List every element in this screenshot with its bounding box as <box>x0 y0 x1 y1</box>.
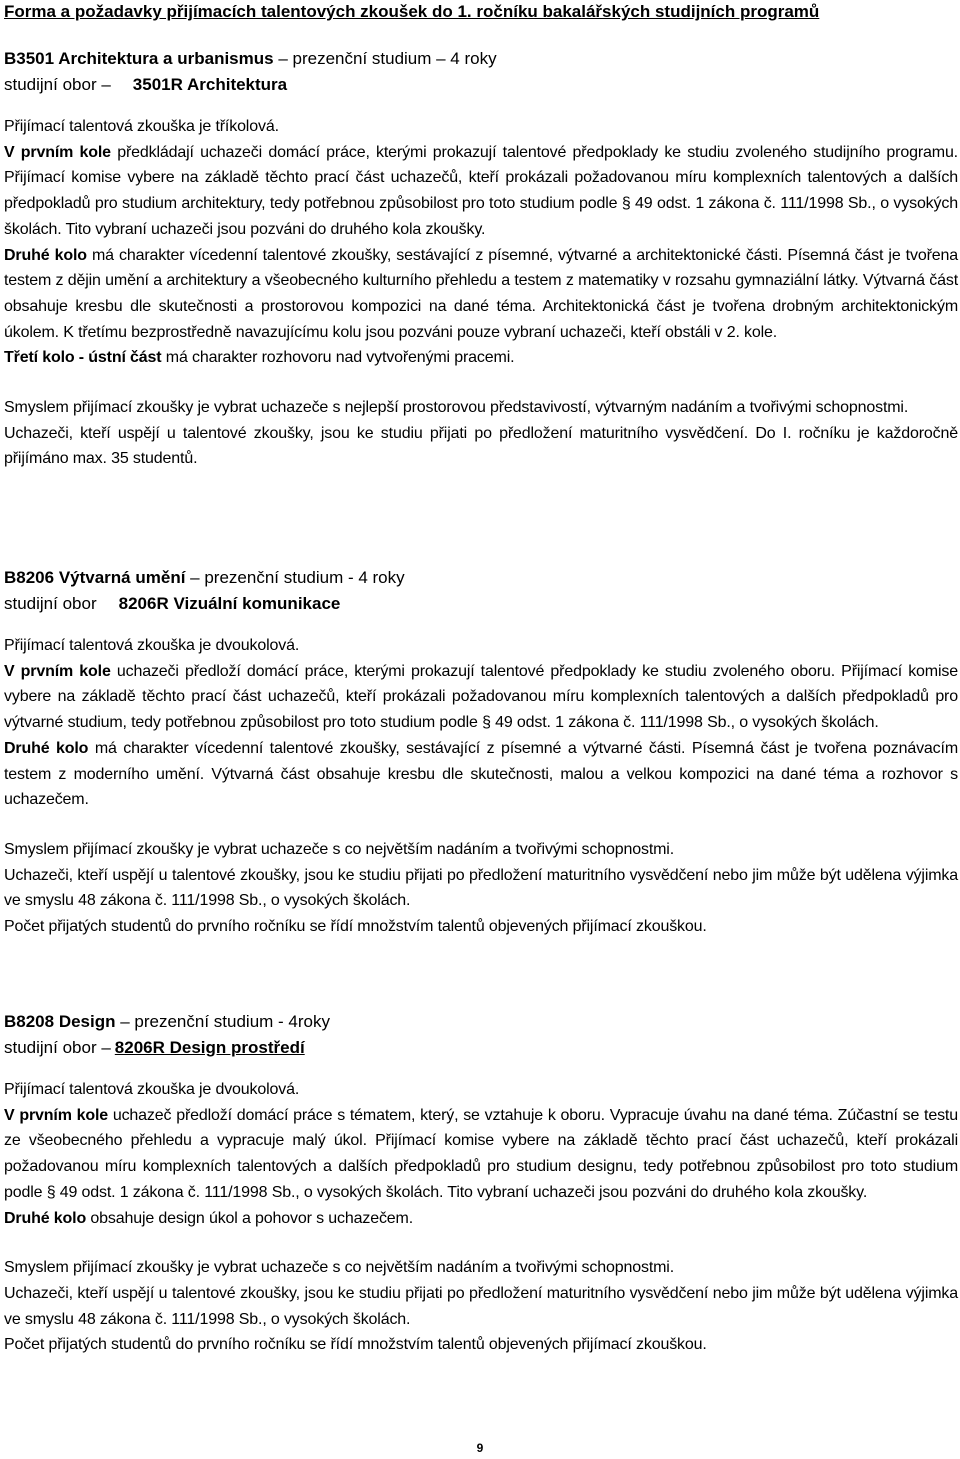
second-round-label: Druhé kolo <box>4 246 87 264</box>
admission-count: Počet přijatých studentů do prvního ročníku se řídí množstvím talentů objevených přijímací zkouškou. <box>4 1336 707 1354</box>
first-round-text: předkládají uchazeči domácí práce, kterými prokazují talentové předpoklady ke studiu zvoleného studijního programu. Přijímací komise vybere na základě těchto prací část uchazečů, kteří prokázali požadovanou míru komplexních talentových a dalších předpokladů pro studium architektury, tedy potřebnou způsobilost pro toto studium podle § 49 odst. 1 zákona č. 111/1998 Sb., o vysokých školách. Tito vybraní uchazeči jsou pozváni do druhého kola zkoušky. <box>4 143 958 238</box>
exam-form: Přijímací talentová zkouška je tříkolová. <box>4 118 279 135</box>
obor-code: 8206R Vizuální komunikace <box>118 594 341 613</box>
program-section-visual-arts <box>4 565 958 940</box>
exam-purpose: Smyslem přijímací zkoušky je vybrat uchazeče s co největším nadáním a tvořivými schopnostmi. <box>4 840 674 858</box>
second-round-label: Druhé kolo <box>4 739 89 757</box>
obor-label: studijní obor – <box>4 1038 111 1057</box>
exam-form: Přijímací talentová zkouška je dvoukolová. <box>4 1081 300 1098</box>
third-round-label: Třetí kolo - ústní část <box>4 349 162 367</box>
obor-heading <box>4 591 958 617</box>
obor-heading <box>4 72 958 98</box>
second-round-text: obsahuje design úkol a pohovor s uchazečem. <box>86 1209 414 1227</box>
first-round-label: V prvním kole <box>4 1106 109 1124</box>
admission-note: Uchazeči, kteří uspějí u talentové zkoušky, jsou ke studiu přijati po předložení maturitního vysvědčení. Do I. ročníku je každoročně přijímáno max. 35 studentů. <box>4 424 958 468</box>
program-heading <box>4 1009 958 1035</box>
obor-heading <box>4 1035 958 1061</box>
page-number: 9 <box>476 1441 484 1455</box>
admission-note: Uchazeči, kteří uspějí u talentové zkoušky, jsou ke studiu přijati po předložení maturitního vysvědčení nebo jim může být udělena výjimka ve smyslu 48 zákona č. 111/1998 Sb., o vysokých školách. <box>4 866 958 910</box>
document-title: Forma a požadavky přijímacích talentových zkoušek do 1. ročníku bakalářských studijních programů <box>4 2 820 21</box>
admission-count: Počet přijatých studentů do prvního ročníku se řídí množstvím talentů objevených přijímací zkouškou. <box>4 918 707 936</box>
program-section-architecture <box>4 46 958 472</box>
first-round-label: V prvním kole <box>4 662 111 680</box>
first-round-text: uchazeči předloží domácí práce, kterými prokazují talentové předpoklady ke studiu zvoleného oboru. Přijímací komise vybere na základě těchto prací část uchazečů, kteří prokázali požadovanou míru komplexních talentových a dalších předpokladů pro výtvarné studium, tedy potřebnou způsobilost pro toto studium podle § 49 odst. 1 zákona č. 111/1998 Sb., o vysokých školách. <box>4 662 958 732</box>
exam-purpose: Smyslem přijímací zkoušky je vybrat uchazeče s co největším nadáním a tvořivými schopnostmi. <box>4 1259 674 1277</box>
second-round-label: Druhé kolo <box>4 1209 87 1227</box>
obor-code: 3501R Architektura <box>132 75 288 94</box>
first-round-text: uchazeč předloží domácí práce s tématem, který, se vztahuje k oboru. Vypracuje úvahu na dané téma. Zúčastní se testu ze všeobecného přehledu a vypracuje malý úkol. Přijímací komise vybere na základě těchto prací část uchazečů, kteří prokázali požadovanou míru komplexních talentových a dalších předpokladů pro studium designu, tedy potřebnou způsobilost pro toto studium podle § 49 odst. 1 zákona č. 111/1998 Sb., o vysokých školách. Tito vybraní uchazeči jsou pozváni do druhého kola zkoušky. <box>4 1106 958 1201</box>
second-round <box>4 1206 958 1232</box>
exam-purpose: Smyslem přijímací zkoušky je vybrat uchazeče s nejlepší prostorovou představivostí, výtvarným nadáním a tvořivými schopnostmi. <box>4 399 909 417</box>
admission-note: Uchazeči, kteří uspějí u talentové zkoušky, jsou ke studiu přijati po předložení maturitního vysvědčení nebo jim může být udělena výjimka ve smyslu 48 zákona č. 111/1998 Sb., o vysokých školách. <box>4 1284 958 1328</box>
second-round <box>4 243 958 346</box>
program-mode: – prezenční studium - 4roky <box>120 1012 330 1031</box>
program-section-design <box>4 1009 958 1358</box>
program-heading <box>4 46 958 72</box>
program-mode: – prezenční studium - 4 roky <box>190 568 405 587</box>
program-heading <box>4 565 958 591</box>
first-round <box>4 140 958 243</box>
obor-label: studijní obor <box>4 594 97 613</box>
third-round-text: má charakter rozhovoru nad vytvořenými pracemi. <box>161 349 515 367</box>
obor-label: studijní obor – <box>4 75 111 94</box>
second-round <box>4 736 958 813</box>
obor-code: 8206R Design prostředí <box>114 1038 305 1057</box>
program-code: B8206 Výtvarná umění <box>4 568 186 587</box>
first-round <box>4 659 958 736</box>
program-code: B3501 Architektura a urbanismus <box>4 49 274 68</box>
second-round-text: má charakter vícedenní talentové zkoušky, sestávající z písemné, výtvarné a architektonické části. Písemná část je tvořena testem z dějin umění a architektury a všeobecného kulturního přehledu a testem z matematiky v rozsahu gymnaziální látky. Výtvarná část obsahuje kresbu dle skutečnosti a prostorovou kompozici na dané téma. Architektonická část je tvořena drobným architektonickým úkolem. K třetímu bezprostředně navazujícímu kolu jsou pozváni pouze vybraní uchazeči, kteří obstáli v 2. kole. <box>4 246 958 341</box>
program-mode: – prezenční studium – 4 roky <box>278 49 497 68</box>
first-round-label: V prvním kole <box>4 143 111 161</box>
first-round <box>4 1103 958 1206</box>
program-code: B8208 Design <box>4 1012 116 1031</box>
third-round <box>4 345 958 371</box>
exam-form: Přijímací talentová zkouška je dvoukolová. <box>4 637 300 654</box>
second-round-text: má charakter vícedenní talentové zkoušky, sestávající z písemné a výtvarné části. Písemná část je tvořena poznávacím testem z moderního umění. Výtvarná část obsahuje kresbu dle skutečnosti, malou a velkou kompozici na dané téma a rozhovor s uchazečem. <box>4 739 958 809</box>
